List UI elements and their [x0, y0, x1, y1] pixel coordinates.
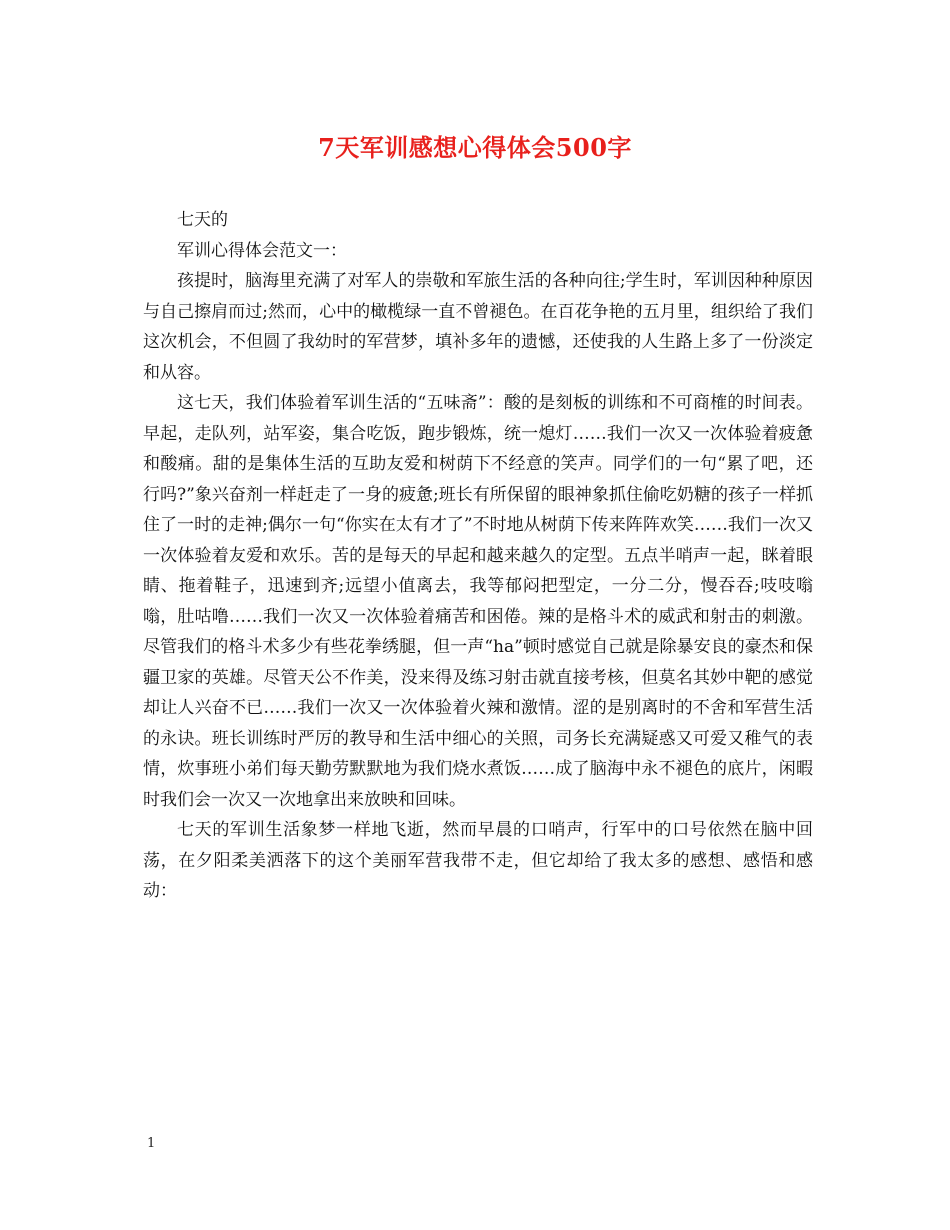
paragraph-intro: 七天的 — [177, 210, 228, 230]
paragraph-subtitle: 军训心得体会范文一： — [177, 240, 347, 261]
document-title: 7天军训感想心得体会500字 — [318, 133, 632, 162]
paragraph-conclusion: 七天的军训生活象梦一样地飞逝，然而早晨的口哨声，行军中的口号依然在脑中回荡，在夕阳柔美洒落下的这个美丽军营我带不走，但它却给了我太多的感想、感悟和感动： — [143, 820, 813, 901]
page-number: 1 — [147, 1136, 156, 1151]
document-body — [143, 205, 813, 907]
paragraph-childhood: 孩提时，脑海里充满了对军人的崇敬和军旅生活的各种向往;学生时，军训因种种原因与自己擦肩而过;然而，心中的橄榄绿一直不曾褪色。在百花争艳的五月里，组织给了我们这次机会，不但圆了我幼时的军营梦，填补多年的遗憾，还使我的人生路上多了一份淡定和从容。 — [143, 271, 813, 383]
paragraph-five-flavors: 这七天，我们体验着军训生活的“五味斋”：酸的是刻板的训练和不可商榷的时间表。早起，走队列，站军姿，集合吃饭，跑步锻炼，统一熄灯……我们一次又一次体验着疲惫和酸痛。甜的是集体生活的互助友爱和树荫下不经意的笑声。同学们的一句“累了吧，还行吗?”象兴奋剂一样赶走了一身的疲惫;班长有所保留的眼神象抓住偷吃奶糖的孩子一样抓住了一时的走神;偶尔一句“你实在太有才了”不时地从树荫下传来阵阵欢笑……我们一次又一次体验着友爱和欢乐。苦的是每天的早起和越来越久的定型。五点半哨声一起，眯着眼睛、拖着鞋子，迅速到齐;远望小值离去，我等郁闷把型定，一分二分，慢吞吞;吱吱嗡嗡，肚咕噜……我们一次又一次体验着痛苦和困倦。辣的是格斗术的威武和射击的刺激。尽管我们的格斗术多少有些花拳绣腿，但一声“ha”顿时感觉自己就是除暴安良的豪杰和保疆卫家的英雄。尽管天公不作美，没来得及练习射击就直接考核，但莫名其妙中靶的感觉却让人兴奋不已……我们一次又一次体验着火辣和激情。涩的是别离时的不舍和军营生活的永诀。班长训练时严厉的教导和生活中细心的关照，司务长充满疑惑又可爱又稚气的表情，炊事班小弟们每天勤劳默默地为我们烧水煮饭……成了脑海中永不褪色的底片，闲暇时我们会一次又一次地拿出来放映和回味。 — [143, 393, 813, 810]
